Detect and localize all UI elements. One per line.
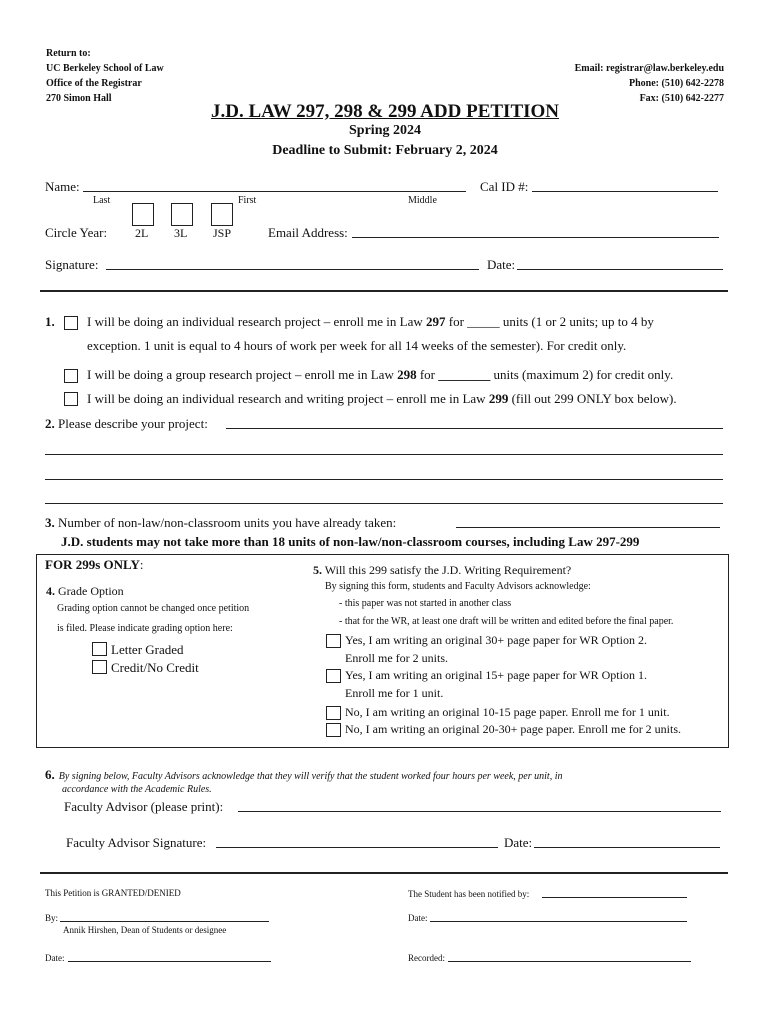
wr-option1-units: Enroll me for 1 unit. — [345, 686, 444, 700]
calid-field[interactable] — [532, 191, 718, 192]
year-jsp-label: JSP — [213, 226, 232, 240]
date-label: Date: — [487, 257, 516, 272]
notified-field[interactable] — [542, 897, 687, 898]
law298-option: I will be doing a group research project – enroll me in Law 298 for ________ units (maximum 2) for credit only. — [87, 367, 674, 382]
no-wr-10-15-checkbox[interactable] — [326, 706, 341, 720]
office-date-field[interactable] — [430, 921, 687, 922]
section3-label: 3. Number of non-law/non-classroom units you have already taken: — [45, 515, 397, 530]
nonlaw-units-note: J.D. students may not take more than 18 units of non-law/non-classroom courses, including Law 297-299 — [61, 534, 640, 549]
signature-label: Signature: — [45, 257, 99, 272]
calid-label: Cal ID #: — [480, 179, 529, 194]
year-2l-checkbox[interactable] — [132, 203, 154, 226]
dean-caption: Annik Hirshen, Dean of Students or designee — [63, 925, 227, 935]
section6-statement-cont: accordance with the Academic Rules. — [62, 784, 212, 795]
name-field[interactable] — [83, 191, 466, 192]
nonlaw-units-field[interactable] — [456, 527, 720, 528]
registrar-email: Email: registrar@law.berkeley.edu — [574, 63, 724, 74]
year-3l-label: 3L — [174, 226, 188, 240]
divider-top — [40, 290, 728, 292]
grade-option-note-2: is filed. Please indicate grading option here: — [57, 623, 233, 634]
advisor-print-label: Faculty Advisor (please print): — [64, 799, 224, 814]
project-description-line-2[interactable] — [45, 454, 723, 455]
wr-option2-label: Yes, I am writing an original 30+ page paper for WR Option 2. — [345, 633, 647, 647]
section6-statement: 6. By signing below, Faculty Advisors acknowledge that they will verify that the student worked four hours per week, per unit, in — [45, 767, 563, 782]
advisor-date-label: Date: — [504, 835, 533, 850]
law298-checkbox[interactable] — [64, 369, 78, 383]
address-line: 270 Simon Hall — [46, 93, 112, 104]
grade-option-note-1: Grading option cannot be changed once petition — [57, 603, 250, 614]
term: Spring 2024 — [349, 123, 421, 138]
project-description-line-4[interactable] — [45, 503, 723, 504]
law297-option-cont: exception. 1 unit is equal to 4 hours of work per week for all 14 weeks of the semester). For credit only. — [87, 338, 627, 353]
contact-block — [575, 61, 724, 106]
law297-option: I will be doing an individual research project – enroll me in Law 297 for _____ units (1 or 2 units; up to 4 by — [87, 314, 654, 329]
recorded-label: Recorded: — [408, 953, 445, 963]
by-label: By: — [45, 913, 59, 923]
year-3l-checkbox[interactable] — [171, 203, 193, 226]
law297-checkbox[interactable] — [64, 316, 78, 330]
office-line: Office of the Registrar — [46, 78, 142, 89]
advisor-signature-label: Faculty Advisor Signature: — [66, 835, 207, 850]
first-name-caption: First — [238, 195, 257, 206]
form-title: J.D. LAW 297, 298 & 299 ADD PETITION — [210, 101, 560, 122]
bottom-date-label: Date: — [45, 953, 65, 963]
letter-graded-checkbox[interactable] — [92, 642, 107, 656]
middle-name-caption: Middle — [408, 195, 437, 206]
date-field[interactable] — [517, 269, 723, 270]
year-jsp-checkbox[interactable] — [211, 203, 233, 226]
advisor-date-field[interactable] — [534, 847, 720, 848]
recorded-field[interactable] — [448, 961, 691, 962]
name-label: Name: — [45, 179, 80, 194]
deadline: Deadline to Submit: February 2, 2024 — [272, 143, 498, 158]
wr-option1-checkbox[interactable] — [326, 669, 341, 683]
wr-question: 5. Will this 299 satisfy the J.D. Writing Requirement? — [313, 563, 572, 577]
law299-option: I will be doing an individual research and writing project – enroll me in Law 299 (fill out 299 ONLY box below). — [87, 391, 677, 406]
by-field[interactable] — [60, 921, 269, 922]
wr-option1-label: Yes, I am writing an original 15+ page paper for WR Option 1. — [345, 668, 647, 682]
return-to-block — [46, 46, 164, 106]
last-name-caption: Last — [93, 195, 111, 206]
advisor-signature-field[interactable] — [216, 847, 498, 848]
section2-label: 2. Please describe your project: — [45, 416, 208, 431]
email-field[interactable] — [352, 237, 719, 238]
school-line: UC Berkeley School of Law — [46, 63, 164, 74]
wr-bullet-2: - that for the WR, at least one draft will be written and edited before the final paper. — [339, 616, 674, 627]
year-2l-label: 2L — [135, 226, 149, 240]
no-wr-10-15-label: No, I am writing an original 10-15 page paper. Enroll me for 1 unit. — [345, 705, 670, 719]
signature-field[interactable] — [106, 269, 479, 270]
return-to-line: Return to: — [46, 48, 91, 59]
notified-label: The Student has been notified by: — [408, 889, 530, 899]
box299-heading: FOR 299s ONLY: — [45, 557, 144, 572]
grade-option-label: 4. Grade Option — [46, 584, 124, 598]
registrar-phone: Phone: (510) 642-2278 — [629, 78, 724, 89]
divider-bottom — [40, 872, 728, 874]
wr-option2-units: Enroll me for 2 units. — [345, 651, 448, 665]
law299-checkbox[interactable] — [64, 392, 78, 406]
office-date-label: Date: — [408, 913, 428, 923]
no-wr-20-30-label: No, I am writing an original 20-30+ page paper. Enroll me for 2 units. — [345, 722, 682, 736]
email-label: Email Address: — [268, 225, 348, 240]
bottom-date-field[interactable] — [68, 961, 271, 962]
no-wr-20-30-checkbox[interactable] — [326, 723, 341, 737]
credit-no-credit-label: Credit/No Credit — [111, 660, 199, 675]
wr-ack: By signing this form, students and Faculty Advisors acknowledge: — [325, 581, 591, 592]
section1-number: 1. — [45, 314, 55, 329]
letter-graded-label: Letter Graded — [111, 642, 184, 657]
wr-option2-checkbox[interactable] — [326, 634, 341, 648]
project-description-line-3[interactable] — [45, 479, 723, 480]
project-description-field[interactable] — [226, 428, 723, 429]
circle-year-label: Circle Year: — [45, 225, 108, 240]
granted-denied: This Petition is GRANTED/DENIED — [45, 888, 181, 898]
advisor-print-field[interactable] — [238, 811, 721, 812]
registrar-fax: Fax: (510) 642-2277 — [639, 93, 724, 104]
credit-no-credit-checkbox[interactable] — [92, 660, 107, 674]
wr-bullet-1: - this paper was not started in another class — [339, 598, 512, 609]
